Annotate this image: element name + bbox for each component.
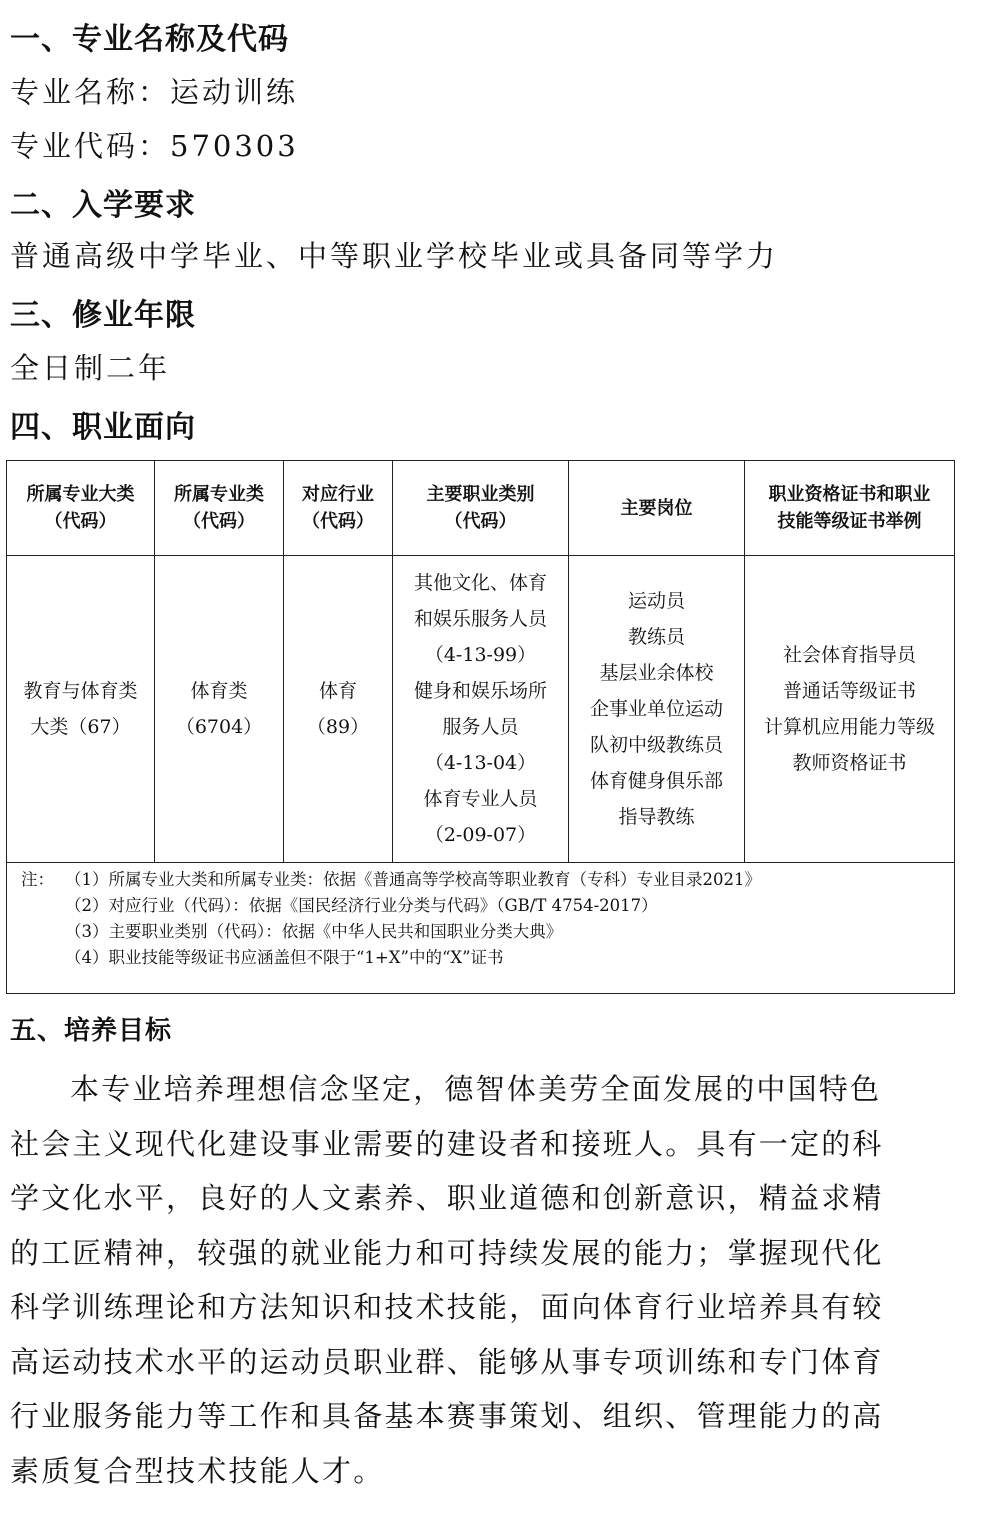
header-cell: 所属专业大类 （代码） [7, 461, 155, 556]
table-cell: 其他文化、体育 和娱乐服务人员 （4-13-99） 健身和娱乐场所 服务人员 （4-13-04） 体育专业人员 （2-09-07） [393, 556, 569, 863]
admission-requirement: 普通高级中学毕业、中等职业学校毕业或具备同等学力 [10, 239, 779, 273]
note-item: （2）对应行业（代码）：依据《国民经济行业分类与代码》（GB/T 4754-2017） [65, 896, 658, 915]
table-notes [7, 863, 955, 994]
header-cell: 主要职业类别 （代码） [393, 461, 569, 556]
major-name: 专业名称：运动训练 [10, 75, 299, 109]
section-heading-2: 二、入学要求 [10, 188, 196, 223]
section-heading-1: 一、专业名称及代码 [10, 22, 289, 57]
study-duration: 全日制二年 [10, 351, 171, 385]
table-cell: 运动员 教练员 基层业余体校 企事业单位运动 队初中级教练员 体育健身俱乐部 指导教练 [569, 556, 745, 863]
notes-prefix: 注： [21, 870, 54, 889]
note-item: （4）职业技能等级证书应涵盖但不限于“1+X”中的“X”证书 [65, 948, 504, 967]
section-heading-5: 五、培养目标 [10, 1016, 173, 1046]
table-row [7, 556, 955, 863]
table-cell: 体育 （89） [284, 556, 393, 863]
header-cell: 职业资格证书和职业 技能等级证书举例 [745, 461, 955, 556]
table-cell: 体育类 （6704） [155, 556, 284, 863]
header-cell: 所属专业类 （代码） [155, 461, 284, 556]
table-cell: 社会体育指导员 普通话等级证书 计算机应用能力等级 教师资格证书 [745, 556, 955, 863]
major-code: 专业代码：570303 [10, 129, 299, 163]
note-item: （3）主要职业类别（代码）：依据《中华人民共和国职业分类大典》 [65, 922, 563, 941]
header-cell: 对应行业 （代码） [284, 461, 393, 556]
paragraph-line: 素质复合型技术技能人才。 [10, 1453, 385, 1488]
training-objective-paragraph [10, 1062, 910, 1498]
career-orientation-table [6, 460, 955, 994]
header-cell: 主要岗位 [569, 461, 745, 556]
paragraph-line: 学文化水平，良好的人文素养、职业道德和创新意识，精益求精 [10, 1181, 884, 1215]
paragraph-line: 高运动技术水平的运动员职业群、能够从事专项训练和专门体育 [10, 1344, 884, 1379]
table-notes-row [7, 863, 955, 994]
table-cell: 教育与体育类 大类（67） [7, 556, 155, 863]
note-item: （1）所属专业大类和所属专业类：依据《普通高等学校高等职业教育（专科）专业目录2021》 [65, 870, 761, 889]
paragraph-line: 行业服务能力等工作和具备基本赛事策划、组织、管理能力的高 [10, 1399, 884, 1433]
section-heading-3: 三、修业年限 [10, 298, 196, 333]
paragraph-line: 科学训练理论和方法知识和技术技能，面向体育行业培养具有较 [10, 1290, 884, 1324]
table-header-row [7, 461, 955, 556]
section-heading-4: 四、职业面向 [10, 410, 196, 445]
paragraph-line: 的工匠精神，较强的就业能力和可持续发展的能力；掌握现代化 [10, 1235, 884, 1270]
paragraph-line: 社会主义现代化建设事业需要的建设者和接班人。具有一定的科 [10, 1126, 884, 1161]
paragraph-line: 本专业培养理想信念坚定，德智体美劳全面发展的中国特色 [70, 1072, 882, 1106]
